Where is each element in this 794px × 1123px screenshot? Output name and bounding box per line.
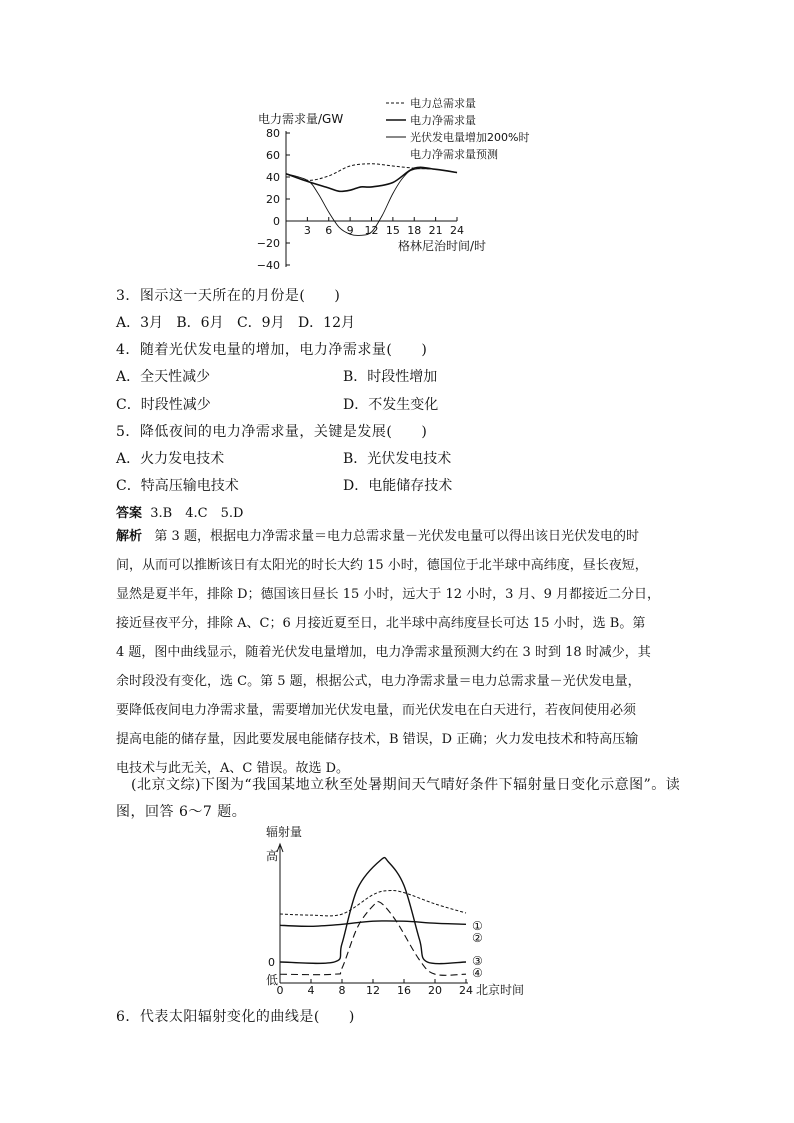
radiation-chart	[260, 826, 550, 998]
c2-y-low-label: 低	[266, 973, 279, 987]
q4-option-d: D．不发生变化	[343, 397, 439, 413]
explanation-line-9: 电技术与此无关，A、C 错误。故选 D。	[116, 761, 350, 776]
c1-x-tick-label: 15	[385, 224, 400, 237]
c2-series-④	[280, 902, 466, 976]
c1-legend-net: 电力净需求量	[410, 114, 476, 127]
q3-option-c: C．9月	[236, 315, 285, 331]
q3-option-b: B．6月	[176, 315, 224, 331]
c1-y-tick-label: −20	[256, 237, 280, 250]
c1-x-axis-title: 格林尼治时间/时	[398, 239, 487, 253]
explanation-label: 解析	[116, 529, 143, 544]
answer-line	[116, 502, 243, 521]
question-4-stem: 4．随着光伏发电量的增加，电力净需求量( )	[116, 342, 428, 358]
q5-option-a: A．火力发电技术	[116, 451, 225, 467]
q3-option-d: D．12月	[297, 315, 355, 331]
explanation-line-1	[116, 522, 676, 551]
c1-x-tick-label: 3	[303, 224, 311, 237]
explanation-line-6: 余时段没有变化，选 C。第 5 题，根据公式，电力净需求量＝电力总需求量－光伏发电量，	[116, 674, 641, 689]
question-6-stem: 6．代表太阳辐射变化的曲线是( )	[116, 1009, 355, 1025]
c1-x-tick-label: 18	[407, 224, 422, 237]
explanation-text-1: 第 3 题，根据电力净需求量＝电力总需求量－光伏发电量可以得出该日光伏发电的时	[154, 529, 639, 544]
c1-x-tick-label: 21	[428, 224, 443, 237]
c2-x-tick-label: 16	[397, 984, 411, 997]
c2-y-zero-label: 0	[268, 956, 275, 969]
q5-option-c: C．特高压输电技术	[116, 478, 239, 494]
question-5-stem: 5．降低夜间的电力净需求量，关键是发展( )	[116, 424, 428, 440]
q4-option-a: A．全天性减少	[116, 369, 211, 385]
c2-y-high-label: 高	[266, 849, 279, 863]
c1-y-tick-label: 0	[273, 215, 280, 228]
c1-y-tick-label: 40	[266, 171, 280, 184]
c2-series-①	[280, 890, 466, 915]
c1-y-tick-label: 20	[266, 193, 280, 206]
explanation-line-3: 显然是夏半年，排除 D；德国该日昼长 15 小时，远大于 12 小时，3 月、9 月都接近二分日，	[116, 587, 660, 602]
c2-x-tick-label: 12	[366, 984, 380, 997]
c1-series-2	[286, 167, 457, 191]
c2-series-label-2: ②	[472, 931, 483, 945]
c2-x-tick-label: 8	[338, 984, 346, 997]
intro-2-line-2: 图，回答 6～7 题。	[116, 804, 247, 820]
q3-options	[116, 312, 355, 332]
c2-series-②	[280, 921, 466, 926]
c1-legend-total: 电力总需求量	[410, 97, 476, 110]
c2-x-axis-title: 北京时间	[476, 983, 525, 997]
explanation-line-2: 间，从而可以推断该日有太阳光的时长大约 15 小时，德国位于北半球中高纬度，昼长夜短，	[116, 558, 648, 573]
explanation-block	[116, 522, 676, 783]
c1-y-tick-label: 60	[266, 149, 280, 162]
c1-y-axis-title: 电力需求量/GW	[258, 112, 344, 126]
explanation-line-4: 接近昼夜平分，排除 A、C；6 月接近夏至日，北半球中高纬度昼长可达 15 小时，选 B。第	[116, 616, 646, 631]
answer-value: 3.B 4.C 5.D	[150, 506, 244, 521]
power-demand-chart	[250, 92, 550, 274]
c2-y-axis-title: 辐射量	[266, 826, 303, 839]
explanation-line-7: 要降低夜间电力净需求量，需要增加光伏发电量，而光伏发电在白天进行，若夜间使用必须	[116, 703, 637, 718]
intro-2-line-1: (北京文综)下图为“我国某地立秋至处暑期间天气晴好条件下辐射量日变化示意图”。读	[131, 777, 681, 793]
c2-series-label-1: ①	[472, 919, 483, 933]
c2-series-label-3: ③	[472, 954, 483, 968]
explanation-line-8: 提高电能的储存量，因此要发展电能储存技术，B 错误，D 正确；火力发电技术和特高压输	[116, 732, 639, 747]
q5-option-b: B．光伏发电技术	[343, 451, 452, 467]
explanation-line-5: 4 题，图中曲线显示，随着光伏发电量增加，电力净需求量预测大约在 3 时到 18 时减少，其	[116, 645, 651, 660]
c1-legend-forecast-2: 电力净需求量预测	[410, 148, 498, 161]
c1-series-1	[286, 164, 457, 181]
c2-x-tick-label: 20	[428, 984, 442, 997]
c1-x-tick-label: 9	[346, 224, 354, 237]
c2-series-label-4: ④	[472, 966, 483, 980]
c2-x-tick-label: 4	[307, 984, 315, 997]
c2-x-tick-label: 24	[459, 984, 473, 997]
question-3-stem: 3．图示这一天所在的月份是( )	[116, 288, 341, 304]
c2-x-tick-label: 0	[276, 984, 284, 997]
c2-series-③	[280, 858, 466, 964]
q5-option-d: D．电能储存技术	[343, 478, 453, 494]
q4-option-b: B．时段性增加	[343, 369, 438, 385]
answer-label: 答案	[116, 506, 143, 521]
c1-x-tick-label: 6	[325, 224, 333, 237]
c1-y-tick-label: 80	[266, 127, 280, 140]
q3-option-a: A．3月	[116, 315, 164, 331]
c1-x-tick-label: 24	[450, 224, 464, 237]
c1-legend-forecast-1: 光伏发电量增加200%时	[410, 131, 530, 144]
c1-y-tick-label: −40	[256, 259, 280, 272]
c1-x-tick-label: 12	[364, 224, 379, 237]
q4-option-c: C．时段性减少	[116, 397, 211, 413]
